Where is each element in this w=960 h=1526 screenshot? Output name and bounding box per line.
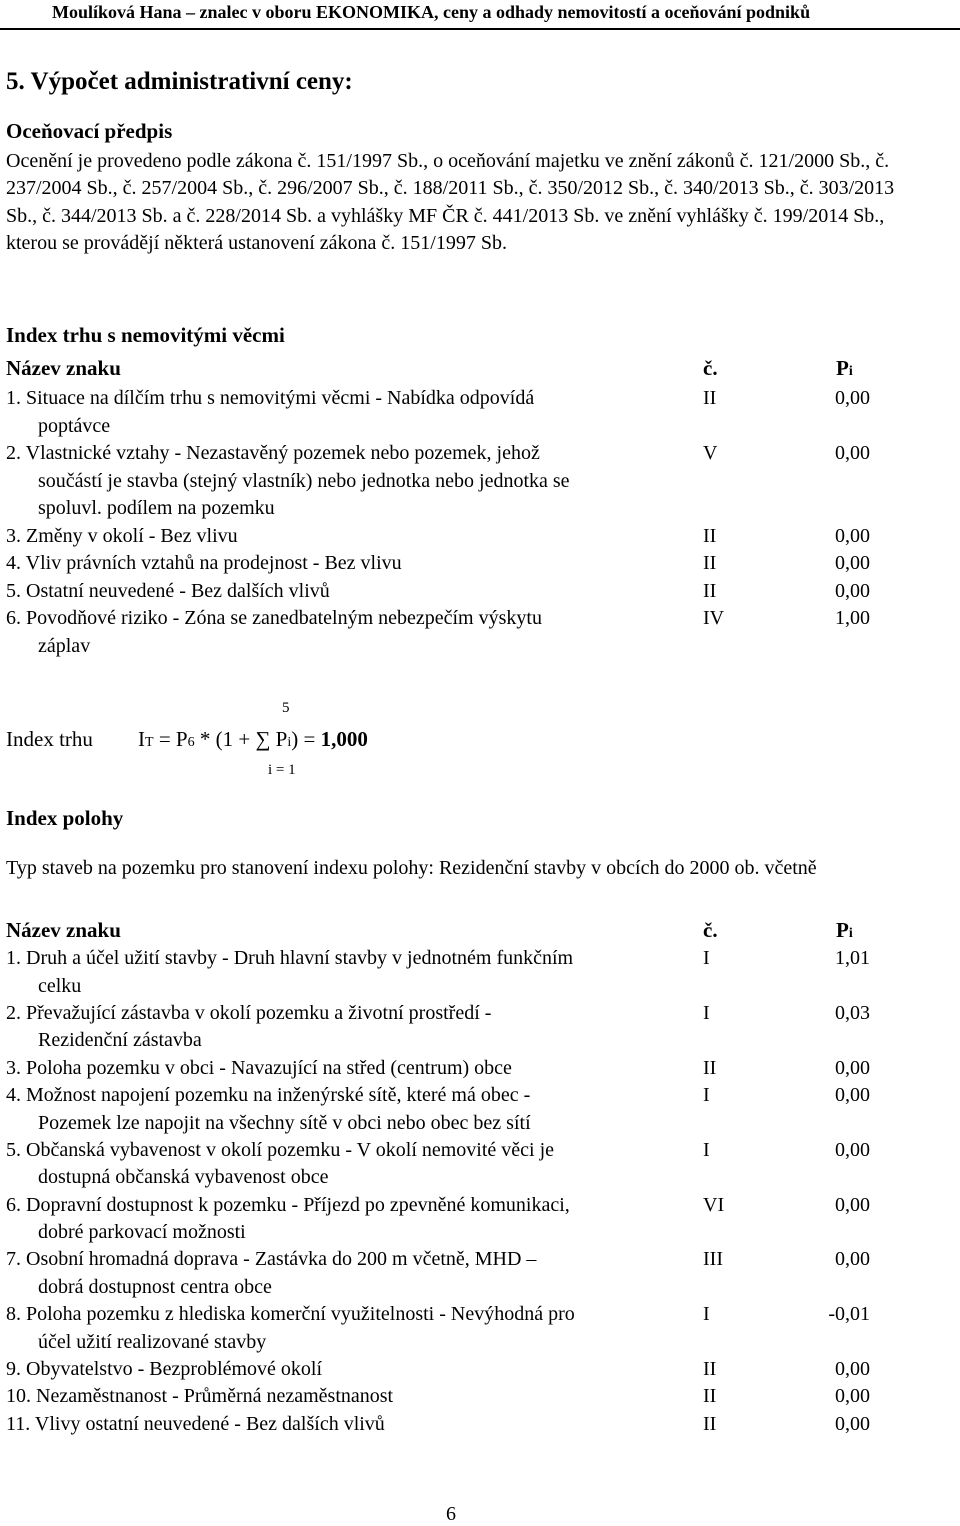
row-name bbox=[6, 550, 681, 578]
row-name-line: 1. Druh a účel užití stavby - Druh hlavní stavby v jednotném funkčním bbox=[6, 947, 574, 969]
row-class: II bbox=[703, 524, 717, 547]
row-value: 0,00 bbox=[835, 1056, 870, 1079]
row-class: III bbox=[703, 1248, 723, 1271]
market-col-p: Pi bbox=[836, 356, 853, 380]
row-value: 0,00 bbox=[835, 579, 870, 602]
row-name bbox=[6, 1192, 681, 1247]
row-name-line: záplav bbox=[38, 634, 91, 657]
regulation-heading: Oceňovací předpis bbox=[6, 119, 173, 143]
sum-lower-limit: i = 1 bbox=[268, 762, 296, 778]
row-name bbox=[6, 1082, 681, 1137]
regulation-text: Ocenění je provedeno podle zákona č. 151/1997 Sb., o oceňování majetku ve znění zákonů č. 121/2000 Sb., č. 237/2004 Sb., č. 257/2004 Sb., č. 296/2007 Sb., č. 188/2011 Sb., č. 350/2012 Sb., č. 340/2013 Sb., č. 303/2013 Sb., č. 344/2013 Sb. a č. 228/2014 Sb. a vyhlášky MF ČR č. 441/2013 Sb. ve znění vyhlášky č. 199/2014 Sb., kterou se provádějí některá ustanovení zákona č. 151/1997 Sb. bbox=[6, 150, 895, 255]
row-class: I bbox=[703, 947, 710, 969]
row-name-line: Rezidenční zástavba bbox=[38, 1029, 202, 1052]
row-value: 0,03 bbox=[835, 1001, 870, 1024]
row-name bbox=[6, 1000, 681, 1055]
row-name bbox=[6, 1383, 681, 1411]
row-value: 0,00 bbox=[835, 1358, 870, 1380]
sum-icon: ∑ bbox=[255, 727, 271, 751]
market-col-name: Název znaku bbox=[6, 356, 121, 380]
row-value: 0,00 bbox=[835, 1138, 870, 1161]
row-name-line: součástí je stavba (stejný vlastník) nebo jednotka nebo jednotka se bbox=[38, 469, 570, 492]
row-value: 0,00 bbox=[835, 442, 870, 464]
row-name-line: 7. Osobní hromadná doprava - Zastávka do 200 m včetně, MHD – bbox=[6, 1248, 537, 1271]
row-class: II bbox=[703, 387, 717, 409]
row-name bbox=[6, 578, 681, 606]
sum-upper-limit: 5 bbox=[282, 700, 290, 716]
row-class: I bbox=[703, 1303, 710, 1326]
row-name-line: 9. Obyvatelstvo - Bezproblémové okolí bbox=[6, 1358, 323, 1380]
row-value: 1,00 bbox=[835, 607, 870, 629]
row-name-line: poptávce bbox=[38, 414, 111, 437]
row-name bbox=[6, 605, 681, 660]
row-value: 0,00 bbox=[835, 524, 870, 547]
row-name bbox=[6, 385, 681, 440]
row-name-line: dostupná občanská vybavenost obce bbox=[38, 1166, 329, 1189]
location-index-title: Index polohy bbox=[6, 806, 124, 830]
row-name bbox=[6, 1055, 681, 1083]
market-index-label: Index trhu bbox=[6, 727, 93, 751]
row-name-line: 2. Převažující zástavba v okolí pozemku a životní prostředí - bbox=[6, 1001, 492, 1024]
row-value: 0,00 bbox=[835, 1084, 870, 1106]
market-index-formula: IT = P6 * (1 + ∑ Pi) = 1,000 bbox=[138, 727, 368, 751]
row-name bbox=[6, 1137, 681, 1192]
row-name bbox=[6, 945, 681, 1000]
row-name-line: 5. Občanská vybavenost v okolí pozemku - V okolí nemovité věci je bbox=[6, 1138, 555, 1161]
page-header: Moulíková Hana – znalec v oboru EKONOMIKA, ceny a odhady nemovitostí a oceňování podniků bbox=[52, 2, 811, 22]
section-title: 5. Výpočet administrativní ceny: bbox=[6, 68, 353, 95]
row-name-line: dobrá dostupnost centra obce bbox=[38, 1275, 272, 1298]
row-name-line: účel užití realizované stavby bbox=[38, 1330, 267, 1353]
row-name-line: 4. Možnost napojení pozemku na inženýrské sítě, které má obec - bbox=[6, 1084, 531, 1106]
location-col-name: Název znaku bbox=[6, 918, 121, 942]
row-class: II bbox=[703, 1385, 717, 1408]
row-class: I bbox=[703, 1138, 710, 1161]
row-name-line: dobré parkovací možnosti bbox=[38, 1221, 246, 1244]
location-type-text: Typ staveb na pozemku pro stanovení indexu polohy: Rezidenční stavby v obcích do 2000 ob. včetně bbox=[6, 857, 817, 879]
row-name bbox=[6, 1411, 681, 1439]
row-class: II bbox=[703, 1412, 717, 1435]
row-class: IV bbox=[703, 607, 725, 629]
row-name-line: 1. Situace na dílčím trhu s nemovitými věcmi - Nabídka odpovídá bbox=[6, 387, 535, 409]
row-value: 0,00 bbox=[835, 552, 870, 574]
location-col-class: č. bbox=[703, 918, 718, 942]
row-class: II bbox=[703, 579, 717, 602]
page-number: 6 bbox=[446, 1503, 456, 1525]
row-class: V bbox=[703, 442, 718, 464]
row-name-line: Pozemek lze napojit na všechny sítě v obci nebo obec bez sítí bbox=[38, 1111, 531, 1134]
row-name-line: 3. Poloha pozemku v obci - Navazující na střed (centrum) obce bbox=[6, 1056, 512, 1079]
row-name-line: celku bbox=[38, 974, 82, 997]
row-value: 0,00 bbox=[835, 1385, 870, 1408]
row-name-line: 10. Nezaměstnanost - Průměrná nezaměstnanost bbox=[6, 1385, 394, 1408]
row-name-line: 2. Vlastnické vztahy - Nezastavěný pozemek nebo pozemek, jehož bbox=[6, 442, 540, 464]
row-name-line: spoluvl. podílem na pozemku bbox=[38, 497, 275, 519]
row-name-line: 3. Změny v okolí - Bez vlivu bbox=[6, 524, 238, 547]
market-index-result: 1,000 bbox=[320, 727, 368, 751]
row-name-line: 11. Vlivy ostatní neuvedené - Bez dalších vlivů bbox=[6, 1412, 385, 1435]
row-class: II bbox=[703, 1358, 717, 1380]
row-class: II bbox=[703, 1056, 717, 1079]
row-class: I bbox=[703, 1084, 710, 1106]
location-col-p: Pi bbox=[836, 918, 853, 942]
row-name bbox=[6, 1356, 681, 1384]
row-name-line: 4. Vliv právních vztahů na prodejnost - Bez vlivu bbox=[6, 552, 402, 574]
row-value: -0,01 bbox=[828, 1303, 870, 1326]
row-name-line: 6. Dopravní dostupnost k pozemku - Příjezd po zpevněné komunikaci, bbox=[6, 1193, 570, 1216]
market-index-title: Index trhu s nemovitými věcmi bbox=[6, 323, 285, 347]
row-name bbox=[6, 523, 681, 551]
row-value: 0,00 bbox=[835, 1248, 870, 1271]
market-col-class: č. bbox=[703, 356, 718, 380]
row-name bbox=[6, 440, 681, 523]
row-name bbox=[6, 1246, 681, 1301]
row-value: 1,01 bbox=[835, 947, 870, 969]
row-class: VI bbox=[703, 1193, 725, 1216]
row-class: I bbox=[703, 1001, 710, 1024]
row-name bbox=[6, 1301, 681, 1356]
row-class: II bbox=[703, 552, 717, 574]
row-name-line: 8. Poloha pozemku z hlediska komerční využitelnosti - Nevýhodná pro bbox=[6, 1303, 575, 1326]
header-divider bbox=[0, 28, 960, 30]
row-name-line: 6. Povodňové riziko - Zóna se zanedbatelným nebezpečím výskytu bbox=[6, 607, 542, 629]
row-value: 0,00 bbox=[835, 387, 870, 409]
row-value: 0,00 bbox=[835, 1412, 870, 1435]
row-value: 0,00 bbox=[835, 1193, 870, 1216]
row-name-line: 5. Ostatní neuvedené - Bez dalších vlivů bbox=[6, 579, 330, 602]
